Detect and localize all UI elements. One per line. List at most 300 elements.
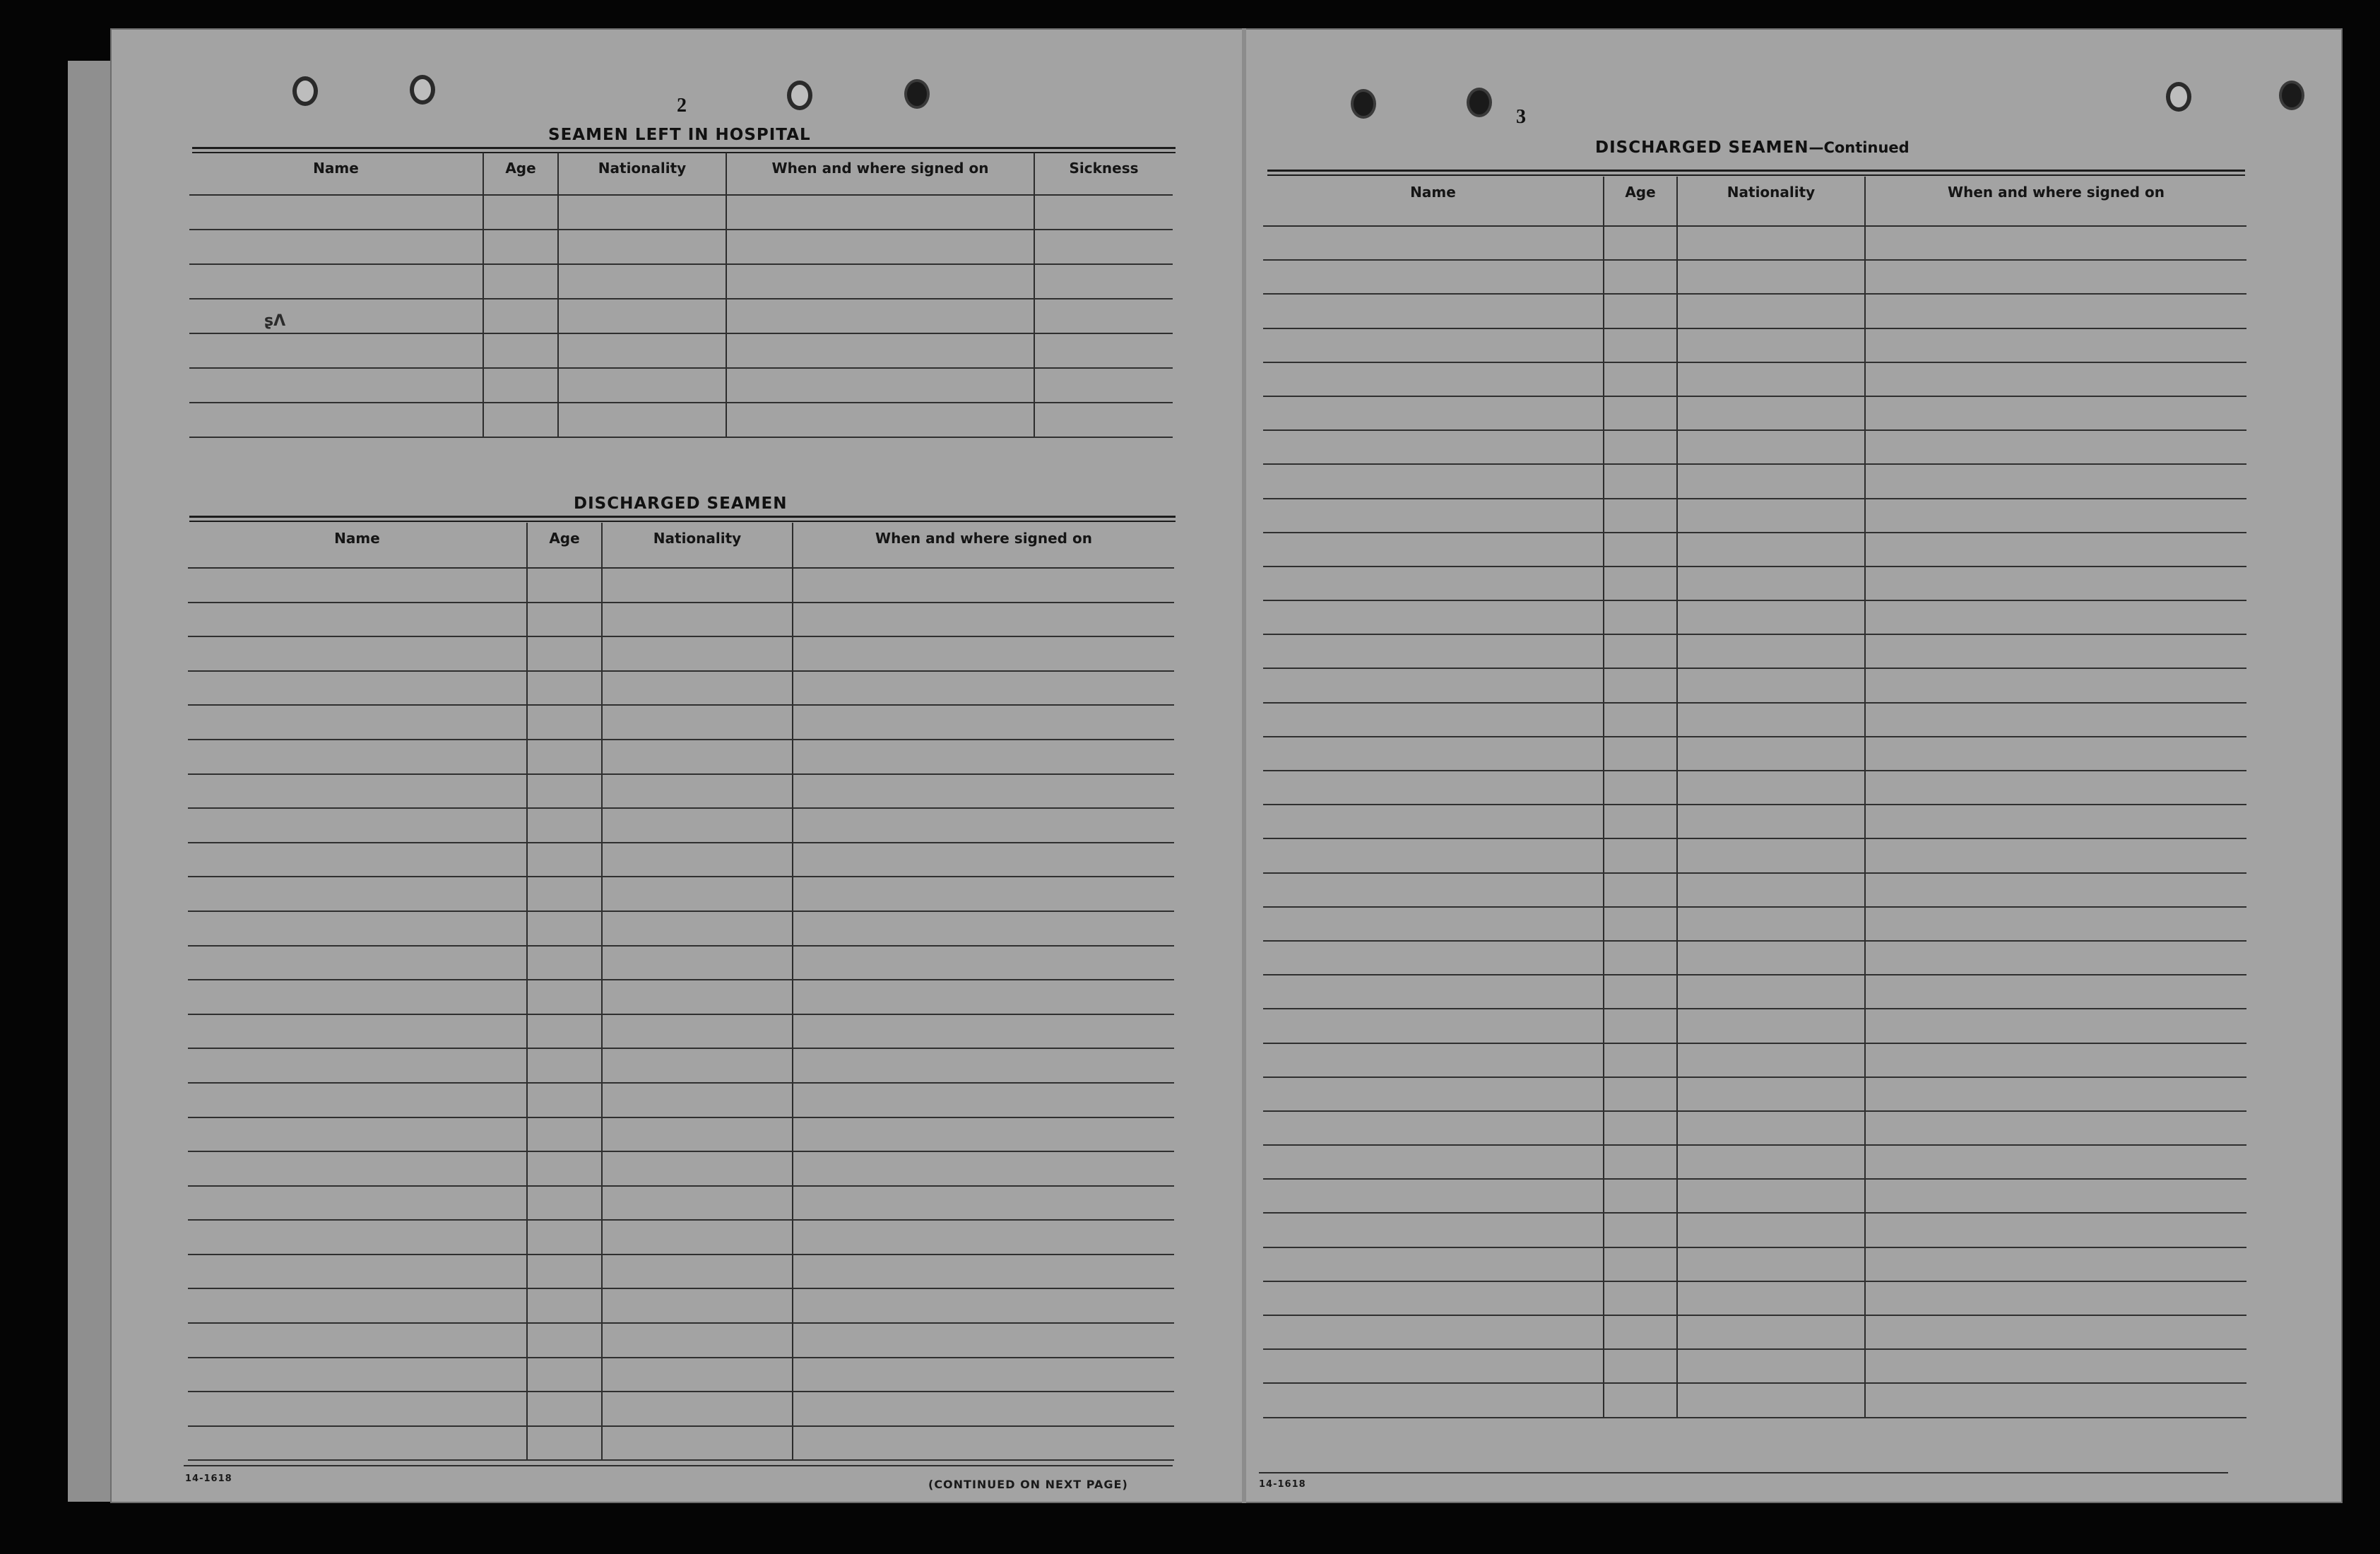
cell-sickness <box>1034 195 1173 230</box>
cell-nationality <box>1677 737 1865 771</box>
cell-age <box>1604 1043 1677 1077</box>
cell-nationality <box>1677 1247 1865 1281</box>
cell-name <box>188 946 527 980</box>
cell-nationality <box>1677 430 1865 464</box>
table-row <box>188 1048 1174 1083</box>
table-row <box>188 1358 1174 1392</box>
cell-nationality <box>1677 838 1865 872</box>
discharged-continued-title <box>1595 138 1910 157</box>
cell-when-and-where-signed-on <box>726 368 1034 403</box>
cell-when-and-where-signed-on <box>726 264 1034 299</box>
column-header-age: Age <box>1604 177 1677 226</box>
cell-nationality <box>602 1323 793 1358</box>
cell-name <box>189 403 483 437</box>
page-number: 2 <box>677 95 687 117</box>
bottom-rule <box>184 1465 1173 1466</box>
table-row <box>188 671 1174 706</box>
cell-nationality <box>602 980 793 1014</box>
cell-when-and-where-signed-on <box>793 1220 1174 1255</box>
cell-nationality <box>1677 1349 1865 1383</box>
cell-name <box>1263 1247 1604 1281</box>
discharged-continued-table <box>1263 177 2246 1418</box>
cell-name <box>1263 1383 1604 1417</box>
cell-age <box>527 740 602 774</box>
table-row <box>189 195 1173 230</box>
cell-age <box>527 1151 602 1186</box>
cell-when-and-where-signed-on <box>1865 1111 2246 1145</box>
cell-nationality <box>1677 1213 1865 1247</box>
cell-nationality <box>602 946 793 980</box>
cell-name <box>1263 668 1604 702</box>
bottom-rule <box>1259 1472 2228 1473</box>
cell-when-and-where-signed-on <box>793 1151 1174 1186</box>
table-row <box>189 264 1173 299</box>
cell-name <box>188 1151 527 1186</box>
table-row <box>188 1392 1174 1426</box>
cell-nationality <box>558 333 726 368</box>
cell-name <box>188 1083 527 1117</box>
table-row <box>1263 838 2246 872</box>
cell-nationality <box>1677 1111 1865 1145</box>
cell-nationality <box>1677 668 1865 702</box>
cell-nationality <box>602 1117 793 1152</box>
table-row <box>1263 362 2246 396</box>
cell-age <box>1604 907 1677 941</box>
table-row <box>188 980 1174 1014</box>
hospital-section-title: SEAMEN LEFT IN HOSPITAL <box>548 126 811 144</box>
cell-nationality <box>602 1014 793 1049</box>
cell-name <box>1263 464 1604 498</box>
cell-name <box>188 911 527 946</box>
table-row <box>188 1151 1174 1186</box>
cell-age <box>527 568 602 603</box>
cell-when-and-where-signed-on <box>1865 533 2246 567</box>
table-row <box>189 368 1173 403</box>
cell-when-and-where-signed-on <box>726 230 1034 264</box>
cell-name <box>1263 634 1604 668</box>
cell-age <box>1604 975 1677 1009</box>
cell-name <box>188 1255 527 1289</box>
cell-age <box>1604 703 1677 737</box>
cell-when-and-where-signed-on <box>1865 430 2246 464</box>
cell-nationality <box>1677 294 1865 328</box>
cell-when-and-where-signed-on <box>793 1014 1174 1049</box>
cell-age <box>483 403 558 437</box>
cell-name <box>188 1014 527 1049</box>
cell-name <box>188 1358 527 1392</box>
cell-nationality <box>1677 396 1865 430</box>
cell-name <box>189 299 483 333</box>
table-row <box>189 403 1173 437</box>
table-row <box>1263 464 2246 498</box>
cell-age <box>527 705 602 740</box>
cell-age <box>1604 1383 1677 1417</box>
cell-nationality <box>1677 260 1865 294</box>
cell-age <box>483 299 558 333</box>
cell-age <box>1604 771 1677 805</box>
cell-name <box>1263 1043 1604 1077</box>
cell-age <box>1604 600 1677 634</box>
cell-name <box>188 877 527 911</box>
cell-age <box>527 1048 602 1083</box>
table-row <box>188 1255 1174 1289</box>
discharged-section-title: DISCHARGED SEAMEN <box>574 494 788 513</box>
punch-hole <box>410 75 435 105</box>
cell-when-and-where-signed-on <box>726 299 1034 333</box>
cell-age <box>1604 805 1677 838</box>
column-header-nationality: Nationality <box>1677 177 1865 226</box>
cell-nationality <box>1677 634 1865 668</box>
cell-name <box>189 333 483 368</box>
table-row <box>1263 226 2246 260</box>
cell-name <box>188 568 527 603</box>
cell-age <box>1604 1077 1677 1111</box>
cell-when-and-where-signed-on <box>1865 1315 2246 1349</box>
table-row <box>1263 1247 2246 1281</box>
cell-when-and-where-signed-on <box>793 603 1174 637</box>
cell-name <box>188 774 527 809</box>
cell-age <box>483 195 558 230</box>
discharged-table <box>188 523 1174 1461</box>
cell-nationality <box>602 911 793 946</box>
cell-age <box>527 946 602 980</box>
cell-when-and-where-signed-on <box>793 1358 1174 1392</box>
cell-sickness <box>1034 333 1173 368</box>
cell-nationality <box>1677 1145 1865 1179</box>
table-row <box>188 740 1174 774</box>
cell-nationality <box>602 1426 793 1461</box>
right-page <box>1246 28 2343 1503</box>
cell-name <box>1263 838 1604 872</box>
table-row <box>188 877 1174 911</box>
table-row <box>1263 1009 2246 1043</box>
cell-nationality <box>1677 499 1865 533</box>
cell-name <box>1263 328 1604 362</box>
table-row <box>1263 1213 2246 1247</box>
table-row <box>1263 1111 2246 1145</box>
cell-age <box>1604 668 1677 702</box>
cell-when-and-where-signed-on <box>793 1186 1174 1221</box>
table-row <box>1263 941 2246 975</box>
table-row <box>188 808 1174 843</box>
table-row <box>1263 1043 2246 1077</box>
cell-when-and-where-signed-on <box>793 1255 1174 1289</box>
cell-when-and-where-signed-on <box>793 774 1174 809</box>
cell-when-and-where-signed-on <box>1865 737 2246 771</box>
cell-name <box>188 1323 527 1358</box>
cell-age <box>527 980 602 1014</box>
cell-nationality <box>558 230 726 264</box>
cell-name <box>1263 873 1604 907</box>
column-header-age: Age <box>483 153 558 195</box>
cell-name <box>1263 396 1604 430</box>
cell-when-and-where-signed-on <box>793 980 1174 1014</box>
table-row <box>1263 600 2246 634</box>
column-header-name: Name <box>188 523 527 568</box>
table-row <box>1263 567 2246 600</box>
cell-name <box>1263 362 1604 396</box>
cell-age <box>483 230 558 264</box>
cell-nationality <box>1677 941 1865 975</box>
table-row <box>188 636 1174 671</box>
cell-age <box>527 1220 602 1255</box>
cell-name <box>1263 907 1604 941</box>
cell-nationality <box>602 843 793 877</box>
left-page <box>110 28 1246 1503</box>
cell-nationality <box>602 568 793 603</box>
cell-sickness <box>1034 368 1173 403</box>
cell-name <box>188 1186 527 1221</box>
cell-age <box>1604 396 1677 430</box>
table-row <box>188 911 1174 946</box>
cell-name <box>1263 567 1604 600</box>
cell-nationality <box>1677 1315 1865 1349</box>
cell-when-and-where-signed-on <box>1865 771 2246 805</box>
cell-name <box>1263 805 1604 838</box>
cell-when-and-where-signed-on <box>793 636 1174 671</box>
cell-name <box>188 1288 527 1323</box>
cell-age <box>1604 737 1677 771</box>
punch-hole <box>1351 89 1376 119</box>
cell-sickness <box>1034 299 1173 333</box>
table-row <box>1263 294 2246 328</box>
cell-age <box>1604 1111 1677 1145</box>
cell-name <box>1263 1315 1604 1349</box>
table-row <box>1263 396 2246 430</box>
cell-when-and-where-signed-on <box>793 1323 1174 1358</box>
cell-nationality <box>602 705 793 740</box>
cell-when-and-where-signed-on <box>1865 1043 2246 1077</box>
cell-age <box>1604 226 1677 260</box>
table-row <box>1263 260 2246 294</box>
cell-nationality <box>602 1186 793 1221</box>
cell-age <box>1604 294 1677 328</box>
table-row <box>1263 805 2246 838</box>
table-row <box>1263 634 2246 668</box>
table-row <box>188 603 1174 637</box>
cell-when-and-where-signed-on <box>1865 1213 2246 1247</box>
cell-when-and-where-signed-on <box>1865 838 2246 872</box>
table-row <box>188 946 1174 980</box>
table-row <box>1263 499 2246 533</box>
cell-when-and-where-signed-on <box>793 1117 1174 1152</box>
cell-age <box>527 1392 602 1426</box>
cell-nationality <box>1677 1043 1865 1077</box>
cell-when-and-where-signed-on <box>1865 703 2246 737</box>
cell-when-and-where-signed-on <box>793 1392 1174 1426</box>
table-row <box>1263 1315 2246 1349</box>
table-row <box>189 299 1173 333</box>
cell-age <box>1604 499 1677 533</box>
cell-age <box>1604 533 1677 567</box>
cell-nationality <box>558 195 726 230</box>
cell-age <box>1604 1009 1677 1043</box>
cell-nationality <box>1677 567 1865 600</box>
cell-when-and-where-signed-on <box>793 877 1174 911</box>
cell-when-and-where-signed-on <box>1865 907 2246 941</box>
cell-nationality <box>1677 1179 1865 1213</box>
cell-nationality <box>1677 464 1865 498</box>
cell-nationality <box>1677 533 1865 567</box>
cell-nationality <box>1677 975 1865 1009</box>
cell-when-and-where-signed-on <box>1865 873 2246 907</box>
cell-nationality <box>558 264 726 299</box>
table-row <box>1263 328 2246 362</box>
table-row <box>1263 1349 2246 1383</box>
cell-name <box>188 1048 527 1083</box>
table-row <box>1263 1383 2246 1417</box>
cell-name <box>188 980 527 1014</box>
cell-age <box>483 333 558 368</box>
page-number: 3 <box>1516 106 1526 128</box>
cell-when-and-where-signed-on <box>793 911 1174 946</box>
cell-name <box>1263 533 1604 567</box>
cell-nationality <box>558 299 726 333</box>
cell-nationality <box>602 636 793 671</box>
cell-when-and-where-signed-on <box>793 808 1174 843</box>
cell-nationality <box>1677 1383 1865 1417</box>
cell-nationality <box>602 603 793 637</box>
column-header-when-and-where-signed-on: When and where signed on <box>726 153 1034 195</box>
table-row <box>188 705 1174 740</box>
cell-nationality <box>602 1151 793 1186</box>
table-row <box>1263 533 2246 567</box>
title-rule <box>189 516 1176 522</box>
cell-when-and-where-signed-on <box>1865 1383 2246 1417</box>
cell-age <box>1604 1281 1677 1315</box>
cell-when-and-where-signed-on <box>1865 634 2246 668</box>
cell-when-and-where-signed-on <box>793 1426 1174 1461</box>
cell-when-and-where-signed-on <box>726 403 1034 437</box>
cell-when-and-where-signed-on <box>1865 260 2246 294</box>
cell-nationality <box>1677 907 1865 941</box>
cell-name <box>189 230 483 264</box>
cell-age <box>527 774 602 809</box>
cell-nationality <box>1677 362 1865 396</box>
cell-name <box>1263 499 1604 533</box>
cell-age <box>483 368 558 403</box>
cell-name <box>188 636 527 671</box>
column-header-name: Name <box>189 153 483 195</box>
cell-when-and-where-signed-on <box>1865 1145 2246 1179</box>
cell-name <box>188 671 527 706</box>
cell-name <box>188 1220 527 1255</box>
cell-when-and-where-signed-on <box>1865 1179 2246 1213</box>
form-number: 14-1618 <box>185 1473 232 1484</box>
cell-when-and-where-signed-on <box>1865 567 2246 600</box>
column-header-name: Name <box>1263 177 1604 226</box>
table-row <box>188 1220 1174 1255</box>
cell-when-and-where-signed-on <box>793 946 1174 980</box>
cell-when-and-where-signed-on <box>1865 668 2246 702</box>
cell-name <box>1263 941 1604 975</box>
cell-name <box>1263 1111 1604 1145</box>
cell-name <box>1263 1349 1604 1383</box>
punch-hole <box>292 76 318 106</box>
cell-name <box>1263 771 1604 805</box>
cell-name <box>188 603 527 637</box>
cell-sickness <box>1034 403 1173 437</box>
table-row <box>1263 668 2246 702</box>
cell-age <box>527 671 602 706</box>
cell-when-and-where-signed-on <box>793 1083 1174 1117</box>
title-rule <box>1267 170 2245 176</box>
cell-when-and-where-signed-on <box>1865 396 2246 430</box>
cell-when-and-where-signed-on <box>1865 328 2246 362</box>
cell-nationality <box>602 1048 793 1083</box>
cell-when-and-where-signed-on <box>726 333 1034 368</box>
cell-age <box>1604 873 1677 907</box>
punch-hole <box>2166 82 2191 112</box>
cell-name <box>1263 260 1604 294</box>
document-spread <box>110 28 2343 1503</box>
cell-age <box>1604 362 1677 396</box>
table-row <box>188 1117 1174 1152</box>
cell-when-and-where-signed-on <box>793 1048 1174 1083</box>
cell-when-and-where-signed-on <box>1865 805 2246 838</box>
table-row <box>1263 703 2246 737</box>
column-header-nationality: Nationality <box>602 523 793 568</box>
cell-age <box>527 808 602 843</box>
cell-when-and-where-signed-on <box>1865 499 2246 533</box>
cell-when-and-where-signed-on <box>793 740 1174 774</box>
cell-age <box>1604 634 1677 668</box>
cell-age <box>1604 464 1677 498</box>
table-row <box>1263 907 2246 941</box>
cell-name <box>1263 1179 1604 1213</box>
cell-nationality <box>1677 805 1865 838</box>
cell-when-and-where-signed-on <box>1865 294 2246 328</box>
cell-age <box>527 1186 602 1221</box>
table-row <box>188 1186 1174 1221</box>
punch-hole <box>2279 81 2304 110</box>
cell-nationality <box>602 1220 793 1255</box>
cell-nationality <box>602 740 793 774</box>
table-row <box>1263 975 2246 1009</box>
cell-name <box>1263 600 1604 634</box>
cell-age <box>527 1288 602 1323</box>
cell-when-and-where-signed-on <box>1865 464 2246 498</box>
punch-hole <box>1467 88 1492 117</box>
cell-nationality <box>602 877 793 911</box>
column-header-sickness: Sickness <box>1034 153 1173 195</box>
cell-name <box>1263 1009 1604 1043</box>
cell-name <box>188 740 527 774</box>
cell-age <box>527 636 602 671</box>
cell-nationality <box>1677 1009 1865 1043</box>
cell-name <box>1263 1077 1604 1111</box>
cell-nationality <box>602 671 793 706</box>
cell-nationality <box>1677 1077 1865 1111</box>
cell-age <box>1604 1213 1677 1247</box>
punch-hole <box>904 79 930 109</box>
column-header-when-and-where-signed-on: When and where signed on <box>1865 177 2246 226</box>
cell-name <box>188 808 527 843</box>
cell-age <box>527 1358 602 1392</box>
cell-age <box>1604 1315 1677 1349</box>
cell-name <box>188 843 527 877</box>
cell-name <box>1263 1145 1604 1179</box>
table-row <box>1263 1281 2246 1315</box>
cell-name <box>189 195 483 230</box>
cell-sickness <box>1034 264 1173 299</box>
cell-name <box>1263 226 1604 260</box>
cell-when-and-where-signed-on <box>793 705 1174 740</box>
cell-name <box>188 1117 527 1152</box>
cell-nationality <box>1677 873 1865 907</box>
cell-age <box>1604 941 1677 975</box>
table-row <box>1263 1145 2246 1179</box>
